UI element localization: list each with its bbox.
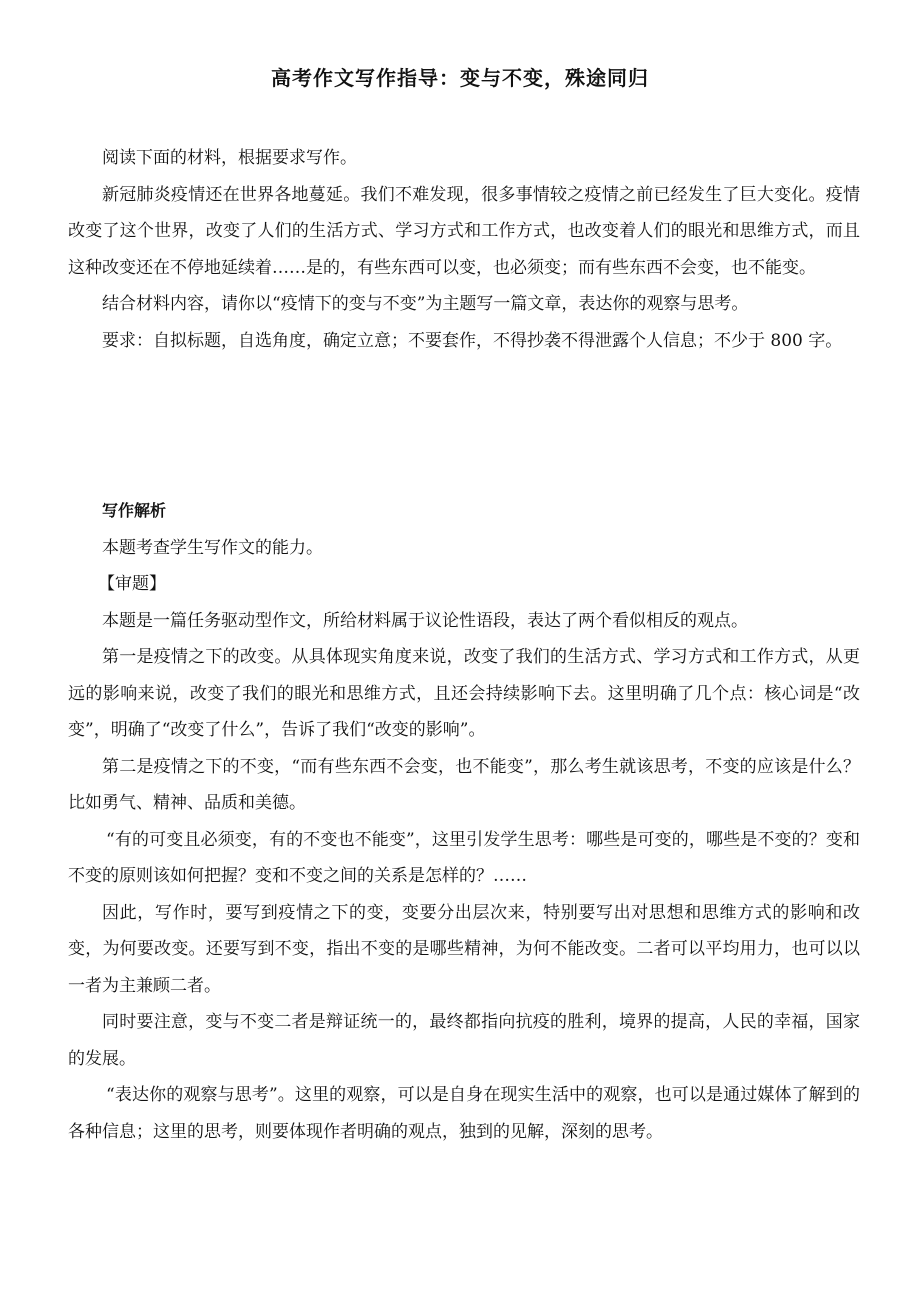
document-title: 高考作文写作指导：变与不变，殊途同归: [271, 66, 649, 90]
analysis-paragraph: 本题是一篇任务驱动型作文，所给材料属于议论性语段，表达了两个看似相反的观点。: [102, 610, 748, 631]
prompt-section: [68, 140, 860, 359]
prompt-requirements: 要求：自拟标题，自选角度，确定立意；不要套作，不得抄袭不得泄露个人信息；不少于 800 字。: [102, 330, 843, 351]
prompt-instruction: 阅读下面的材料，根据要求写作。: [102, 148, 357, 168]
analysis-paragraph: 因此，写作时，要写到疫情之下的变，变要分出层次来，特别要写出对思想和思维方式的影响和改变，为何要改变。还要写到不变，指出不变的是哪些精神，为何不能改变。二者可以平均用力，也可以以一者为主兼顾二者。: [68, 902, 860, 996]
prompt-material: 新冠肺炎疫情还在世界各地蔓延。我们不难发现，很多事情较之疫情之前已经发生了巨大变化。疫情改变了这个世界，改变了人们的生活方式、学习方式和工作方式，也改变着人们的眼光和思维方式，而且这种改变还在不停地延续着……是的，有些东西可以变，也必须变；而有些东西不会变，也不能变。: [68, 184, 860, 278]
analysis-heading: 写作解析: [102, 501, 167, 520]
analysis-paragraph: “表达你的观察与思考”。这里的观察，可以是自身在现实生活中的观察，也可以是通过媒体了解到的各种信息；这里的思考，则要体现作者明确的观点，独到的见解，深刻的思考。: [68, 1085, 860, 1142]
analysis-paragraph: 第一是疫情之下的改变。从具体现实角度来说，改变了我们的生活方式、学习方式和工作方式，从更远的影响来说，改变了我们的眼光和思维方式，且还会持续影响下去。这里明确了几个点：核心词是“改变”，明确了“改变了什么”，告诉了我们“改变的影响”。: [68, 647, 860, 740]
analysis-section: [68, 493, 860, 1150]
analysis-paragraph: 同时要注意，变与不变二者是辩证统一的，最终都指向抗疫的胜利，境界的提高，人民的幸福，国家的发展。: [68, 1012, 860, 1069]
prompt-task: 结合材料内容，请你以“疫情下的变与不变”为主题写一篇文章，表达你的观察与思考。: [102, 294, 749, 314]
analysis-paragraph: 本题考查学生写作文的能力。: [102, 537, 323, 558]
section-heading: 【审题】: [98, 574, 166, 594]
analysis-paragraph: 第二是疫情之下的不变，“而有些东西不会变，也不能变”，那么考生就该思考，不变的应该是什么？比如勇气、精神、品质和美德。: [68, 756, 860, 813]
analysis-paragraph: “有的可变且必须变，有的不变也不能变”，这里引发学生思考：哪些是可变的，哪些是不变的？变和不变的原则该如何把握？变和不变之间的关系是怎样的？……: [68, 829, 860, 886]
